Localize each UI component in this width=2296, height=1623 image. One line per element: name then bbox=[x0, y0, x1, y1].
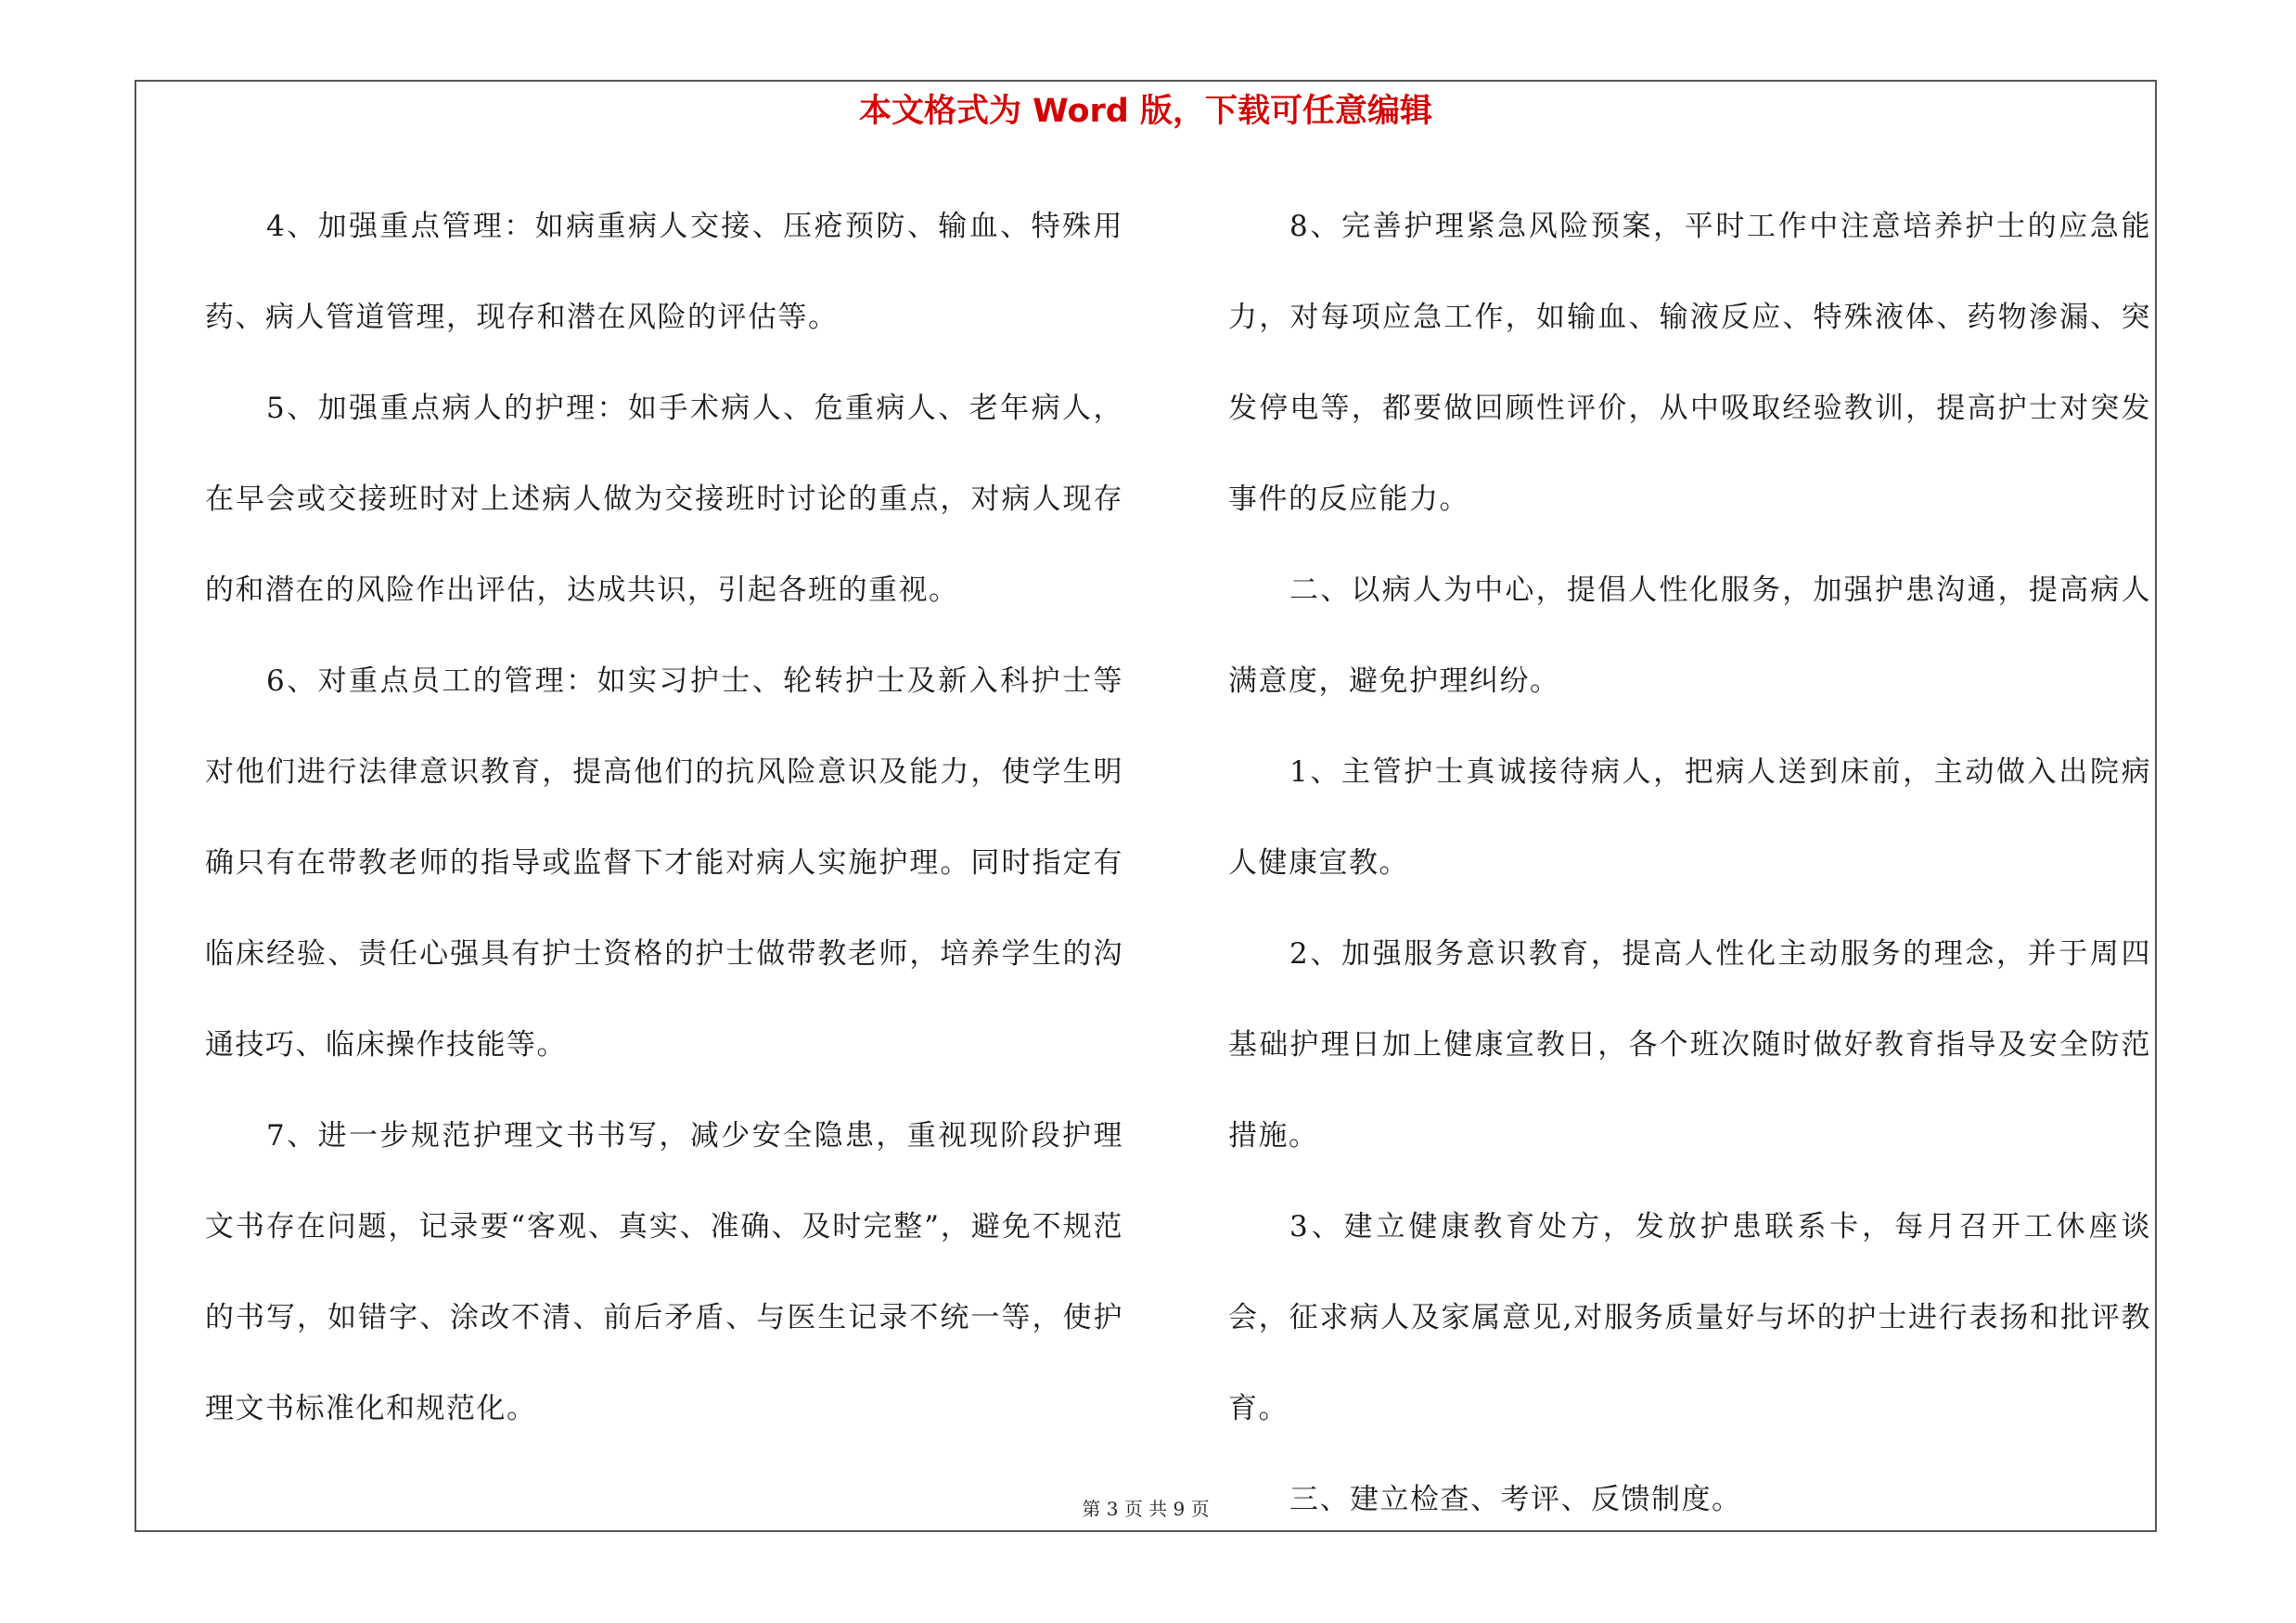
paragraph-item-5: 5、加强重点病人的护理：如手术病人、危重病人、老年病人，在早会或交接班时对上述病人做为交接班时讨论的重点，对病人现存的和潜在的风险作出评估，达成共识，引起各班的重视。 bbox=[205, 392, 1123, 607]
paragraph-item-6: 6、对重点员工的管理：如实习护士、轮转护士及新入科护士等对他们进行法律意识教育，提高他们的抗风险意识及能力，使学生明确只有在带教老师的指导或监督下才能对病人实施护理。同时指定有临床经验、责任心强具有护士资格的护士做带教老师，培养学生的沟通技巧、临床操作技能等。 bbox=[205, 664, 1123, 1062]
paragraph-subitem-2: 2、加强服务意识教育，提高人性化主动服务的理念，并于周四基础护理日加上健康宣教日，各个班次随时做好教育指导及安全防范措施。 bbox=[1228, 937, 2151, 1153]
left-column bbox=[205, 181, 1123, 1454]
right-column bbox=[1228, 181, 2151, 1545]
paragraph-item-4: 4、加强重点管理：如病重病人交接、压疮预防、输血、特殊用药、病人管道管理，现存和潜在风险的评估等。 bbox=[205, 210, 1123, 334]
page-number-footer: 第 3 页 共 9 页 bbox=[1082, 1498, 1210, 1520]
paragraph-item-8: 8、完善护理紧急风险预案，平时工作中注意培养护士的应急能力，对每项应急工作，如输血、输液反应、特殊液体、药物渗漏、突发停电等，都要做回顾性评价，从中吸取经验教训，提高护士对突发事件的反应能力。 bbox=[1228, 210, 2151, 516]
format-notice-banner: 本文格式为 Word 版，下载可任意编辑 bbox=[858, 93, 1433, 130]
section-heading-3: 三、建立检查、考评、反馈制度。 bbox=[1289, 1483, 1742, 1516]
section-heading-2: 二、以病人为中心，提倡人性化服务，加强护患沟通，提高病人满意度，避免护理纠纷。 bbox=[1228, 573, 2151, 698]
paragraph-item-7: 7、进一步规范护理文书书写，减少安全隐患，重视现阶段护理文书存在问题，记录要“客观、真实、准确、及时完整”，避免不规范的书写，如错字、涂改不清、前后矛盾、与医生记录不统一等，使护理文书标准化和规范化。 bbox=[205, 1119, 1123, 1425]
paragraph-subitem-1: 1、主管护士真诚接待病人，把病人送到床前，主动做入出院病人健康宣教。 bbox=[1228, 755, 2151, 880]
paragraph-subitem-3: 3、建立健康教育处方，发放护患联系卡，每月召开工休座谈会，征求病人及家属意见,对服务质量好与坏的护士进行表扬和批评教育。 bbox=[1228, 1210, 2151, 1425]
